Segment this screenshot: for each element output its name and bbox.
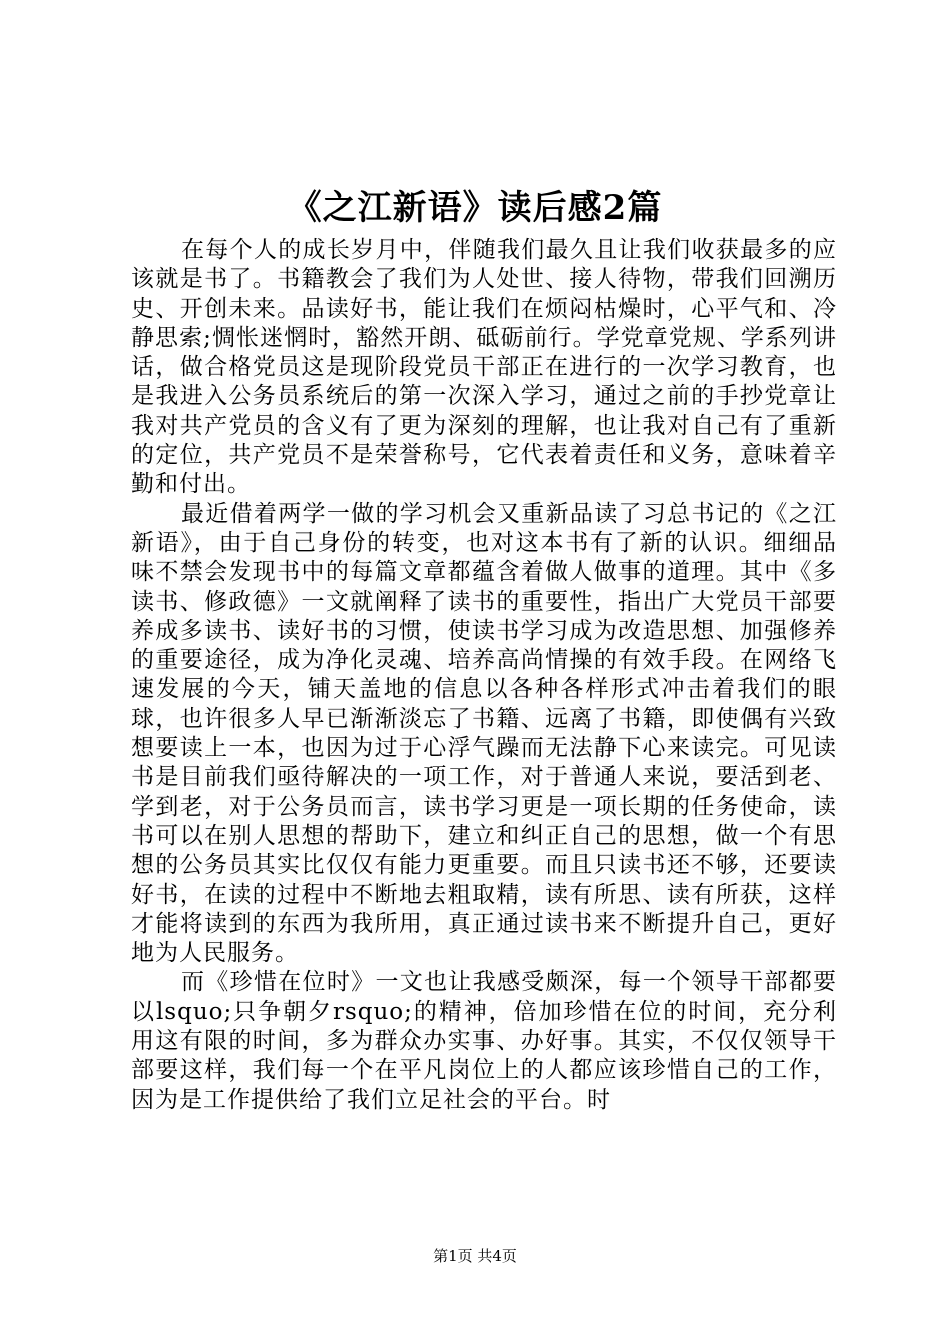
paragraph-2: 最近借着两学一做的学习机会又重新品读了习总书记的《之江新语》，由于自己身份的转变，也对这本书有了新的认识。细细品味不禁会发现书中的每篇文章都蕴含着做人做事的道理。其中《多读书、修政德》一文就阐释了读书的重要性，指出广大党员干部要养成多读书、读好书的习惯，使读书学习成为改造思想、加强修养的重要途径，成为净化灵魂、培养高尚情操的有效手段。在网络飞速发展的今天，铺天盖地的信息以各种各样形式冲击着我们的眼球，也许很多人早已渐渐淡忘了书籍、远离了书籍，即使偶有兴致想要读上一本，也因为过于心浮气躁而无法静下心来读完。可见读书是目前我们亟待解决的一项工作，对于普通人来说，要活到老、学到老，对于公务员而言，读书学习更是一项长期的任务使命，读书可以在别人思想的帮助下，建立和纠正自己的思想，做一个有思想的公务员其实比仅仅有能力更重要。而且只读书还不够，还要读好书，在读的过程中不断地去粗取精，读有所思、读有所获，这样才能将读到的东西为我所用，真正通过读书来不断提升自己，更好地为人民服务。 (131, 500, 837, 967)
document-body (131, 236, 837, 1115)
page-footer: 第1页 共4页 (433, 1247, 517, 1265)
paragraph-3: 而《珍惜在位时》一文也让我感受颇深，每一个领导干部都要以lsquo;只争朝夕rsquo;的精神，倍加珍惜在位的时间，充分利用这有限的时间，多为群众办实事、办好事。其实，不仅仅领导干部要这样，我们每一个在平凡岗位上的人都应该珍惜自己的工作，因为是工作提供给了我们立足社会的平台。时 (131, 969, 837, 1113)
document-title: 《之江新语》读后感2篇 (287, 188, 663, 228)
paragraph-1: 在每个人的成长岁月中，伴随我们最久且让我们收获最多的应该就是书了。书籍教会了我们为人处世、接人待物，带我们回溯历史、开创未来。品读好书，能让我们在烦闷枯燥时，心平气和、冷静思索;惆怅迷惘时，豁然开朗、砥砺前行。学党章党规、学系列讲话，做合格党员这是现阶段党员干部正在进行的一次学习教育，也是我进入公务员系统后的第一次深入学习，通过之前的手抄党章让我对共产党员的含义有了更为深刻的理解，也让我对自己有了重新的定位，共产党员不是荣誉称号，它代表着责任和义务，意味着辛勤和付出。 (131, 237, 837, 498)
